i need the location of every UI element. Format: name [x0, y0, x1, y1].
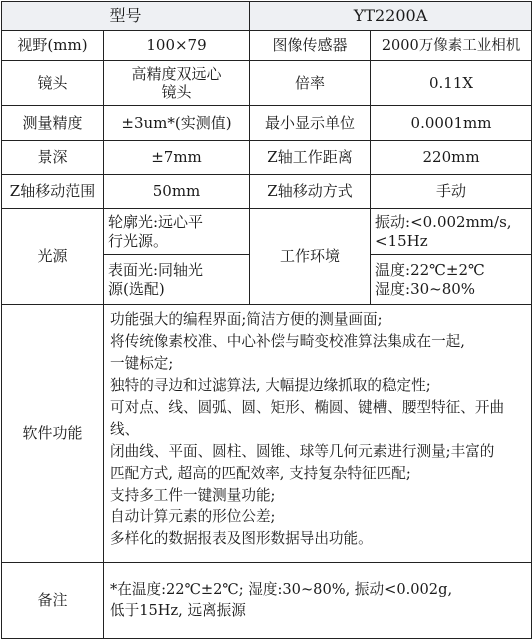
software-features	[104, 305, 532, 562]
temperature-line: 温度:22℃±2℃	[375, 261, 485, 279]
model-label: 型号	[2, 2, 250, 31]
table-row	[2, 106, 532, 140]
vibration-spec	[371, 208, 532, 254]
software-line: 支持多工件一键测量功能;	[110, 486, 276, 504]
note-label: 备注	[2, 562, 104, 638]
fov-value: 100×79	[104, 31, 250, 61]
software-line: 多样化的数据报表及图形数据导出功能。	[110, 530, 373, 548]
accuracy-value: ±3um*(实测值)	[104, 106, 250, 140]
dof-value: ±7mm	[104, 140, 250, 174]
environment-label: 工作环境	[250, 208, 371, 304]
lens-label: 镜头	[2, 61, 104, 106]
z-distance-label: Z轴工作距离	[250, 140, 371, 174]
profile-light-line: 行光源。	[108, 231, 169, 250]
table-row	[2, 31, 532, 61]
light-source-label: 光源	[2, 208, 104, 304]
software-line: 自动计算元素的形位公差;	[110, 508, 276, 526]
software-line: 匹配方式, 超高的匹配效率, 支持复杂特征匹配;	[110, 464, 411, 482]
software-row	[2, 305, 532, 562]
temperature-humidity	[371, 255, 532, 305]
lens-value-line: 镜头	[161, 83, 192, 102]
light-row-1	[2, 208, 532, 254]
software-label: 软件功能	[2, 305, 104, 562]
min-unit-value: 0.0001mm	[371, 106, 532, 140]
z-mode-label: Z轴移动方式	[250, 174, 371, 208]
sensor-value: 2000万像素工业相机	[371, 31, 532, 61]
note-line: *在温度:22℃±2℃; 湿度:30~80%, 振动<0.002g,	[110, 581, 453, 599]
magnification-label: 倍率	[250, 61, 371, 106]
min-unit-label: 最小显示单位	[250, 106, 371, 140]
note-row	[2, 562, 532, 638]
magnification-value: 0.11X	[371, 61, 532, 106]
surface-light-line: 表面光:同轴光	[108, 261, 204, 279]
note-line: 低于15Hz, 远离振源	[110, 602, 246, 620]
software-line: 功能强大的编程界面;简洁方便的测量画面;	[110, 311, 383, 329]
profile-light	[104, 208, 250, 254]
spec-table	[1, 1, 532, 639]
vibration-line: 振动:<0.002mm/s,	[375, 212, 512, 231]
surface-light	[104, 255, 250, 305]
table-row	[2, 140, 532, 174]
sensor-label: 图像传感器	[250, 31, 371, 61]
software-line: 独特的寻边和过滤算法, 大幅提边缘抓取的稳定性;	[110, 377, 431, 395]
z-distance-value: 220mm	[371, 140, 532, 174]
table-row	[2, 174, 532, 208]
z-mode-value: 手动	[371, 174, 532, 208]
software-line: 可对点、线、圆弧、圆、矩形、椭圆、键槽、腰型特征、开曲线、	[110, 398, 505, 438]
lens-value-line: 高精度双远心	[131, 64, 222, 83]
model-value: YT2200A	[250, 2, 532, 31]
z-range-value: 50mm	[104, 174, 250, 208]
fov-label: 视野(mm)	[2, 31, 104, 61]
lens-value	[104, 61, 250, 106]
table-row	[2, 61, 532, 106]
humidity-line: 湿度:30~80%	[375, 279, 476, 298]
accuracy-label: 测量精度	[2, 106, 104, 140]
note-content	[104, 562, 532, 638]
dof-label: 景深	[2, 140, 104, 174]
software-line: 一键标定;	[110, 355, 174, 373]
profile-light-line: 轮廓光:远心平	[108, 212, 204, 231]
surface-light-line: 源(选配)	[108, 279, 165, 298]
model-row	[2, 2, 532, 31]
software-line: 闭曲线、平面、圆柱、圆锥、球等几何元素进行测量;丰富的	[110, 442, 495, 460]
vibration-line: <15Hz	[375, 231, 428, 250]
z-range-label: Z轴移动范围	[2, 174, 104, 208]
software-line: 将传统像素校准、中心补偿与畸变校准算法集成在一起,	[110, 333, 465, 351]
